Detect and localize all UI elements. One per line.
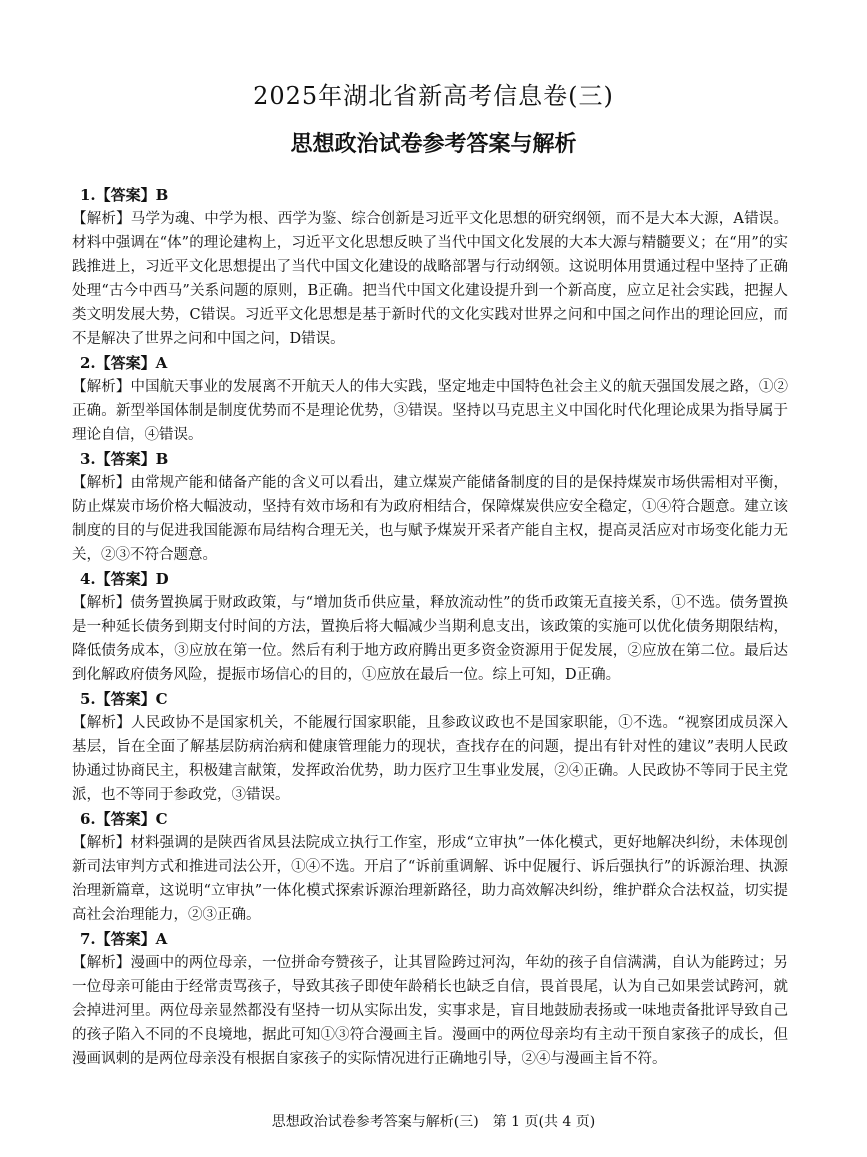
answer-line: 2.【答案】A bbox=[80, 354, 168, 372]
page-footer: 思想政治试卷参考答案与解析(三) 第 1 页(共 4 页) bbox=[271, 1114, 596, 1130]
analysis-text: 【解析】人民政协不是国家机关，不能履行国家职能，且参政议政也不是国家职能，①不选。“视察团成员深入基层，旨在全面了解基层防病治病和健康管理能力的现状，查找存在的问题，提出有针对性的建议”表明人民政协通过协商民主，积极建言献策，发挥政治优势，助力医疗卫生事业发展，②④正确。人民政协不等同于民主党派，也不等同于参政党，③错误。 bbox=[72, 715, 788, 803]
analysis-text: 【解析】由常规产能和储备产能的含义可以看出，建立煤炭产能储备制度的目的是保持煤炭市场供需相对平衡，防止煤炭市场价格大幅波动，坚持有效市场和有为政府相结合，保障煤炭供应安全稳定，①④符合题意。建立该制度的目的与促进我国能源布局结构合理无关，也与赋予煤炭开采者产能自主权，提高灵活应对市场变化能力无关，②③不符合题意。 bbox=[72, 475, 788, 563]
page-subtitle: 思想政治试卷参考答案与解析 bbox=[290, 132, 577, 157]
question-7 bbox=[72, 927, 788, 1071]
answer-line: 5.【答案】C bbox=[80, 690, 168, 708]
question-6 bbox=[72, 807, 788, 927]
answer-line: 4.【答案】D bbox=[80, 570, 169, 588]
answer-line: 1.【答案】B bbox=[80, 186, 169, 204]
question-2 bbox=[72, 351, 788, 447]
analysis-text: 【解析】中国航天事业的发展离不开航天人的伟大实践，坚定地走中国特色社会主义的航天强国发展之路，①②正确。新型举国体制是制度优势而不是理论优势，③错误。坚持以马克思主义中国化时代化理论成果为指导属于理论自信，④错误。 bbox=[72, 379, 788, 443]
answer-line: 3.【答案】B bbox=[80, 450, 169, 468]
question-3 bbox=[72, 447, 788, 567]
analysis-text: 【解析】材料强调的是陕西省凤县法院成立执行工作室，形成“立审执”一体化模式，更好地解决纠纷，未体现创新司法审判方式和推进司法公开，①④不选。开启了“诉前重调解、诉中促履行、诉后强执行”的诉源治理、执源治理新篇章，这说明“立审执”一体化模式探索诉源治理新路径，助力高效解决纠纷，维护群众合法权益，切实提高社会治理能力，②③正确。 bbox=[72, 835, 788, 923]
page-title: 2025年湖北省新高考信息卷(三) bbox=[253, 82, 614, 110]
analysis-text: 【解析】马学为魂、中学为根、西学为鉴、综合创新是习近平文化思想的研究纲领，而不是大本大源，A错误。材料中强调在“体”的理论建构上，习近平文化思想反映了当代中国文化发展的大本大源与精髓要义；在“用”的实践推进上，习近平文化思想提出了当代中国文化建设的战略部署与行动纲领。这说明体用贯通过程中坚持了正确处理“古今中西马”关系问题的原则，B正确。把当代中国文化建设提升到一个新高度，应立足社会实践，把握人类文明发展大势，C错误。习近平文化思想是基于新时代的文化实践对世界之问和中国之问作出的理论回应，而不是解决了世界之问和中国之问，D错误。 bbox=[72, 211, 788, 347]
answer-list bbox=[72, 183, 788, 1071]
question-4 bbox=[72, 567, 788, 687]
analysis-text: 【解析】债务置换属于财政政策，与“增加货币供应量，释放流动性”的货币政策无直接关系，①不选。债务置换是一种延长债务到期支付时间的方法，置换后将大幅减少当期利息支出，该政策的实施可以优化债务期限结构，降低债务成本，③应放在第一位。然后有利于地方政府腾出更多资金资源用于促发展，②应放在第二位。最后达到化解政府债务风险，提振市场信心的目的，①应放在最后一位。综上可知，D正确。 bbox=[72, 595, 788, 683]
question-5 bbox=[72, 687, 788, 807]
answer-line: 6.【答案】C bbox=[80, 810, 168, 828]
question-1 bbox=[72, 183, 788, 351]
answer-line: 7.【答案】A bbox=[80, 930, 168, 948]
analysis-text: 【解析】漫画中的两位母亲，一位拼命夸赞孩子，让其冒险跨过河沟，年幼的孩子自信满满，自认为能跨过；另一位母亲可能由于经常责骂孩子，导致其孩子即使年龄稍长也缺乏自信，畏首畏尾，认为自己如果尝试跨河，就会掉进河里。两位母亲显然都没有坚持一切从实际出发，实事求是，盲目地鼓励表扬或一味地责备批评导致自己的孩子陷入不同的不良境地，据此可知①③符合漫画主旨。漫画中的两位母亲均有主动干预自家孩子的成长，但漫画讽刺的是两位母亲没有根据自家孩子的实际情况进行正确地引导，②④与漫画主旨不符。 bbox=[72, 955, 788, 1067]
